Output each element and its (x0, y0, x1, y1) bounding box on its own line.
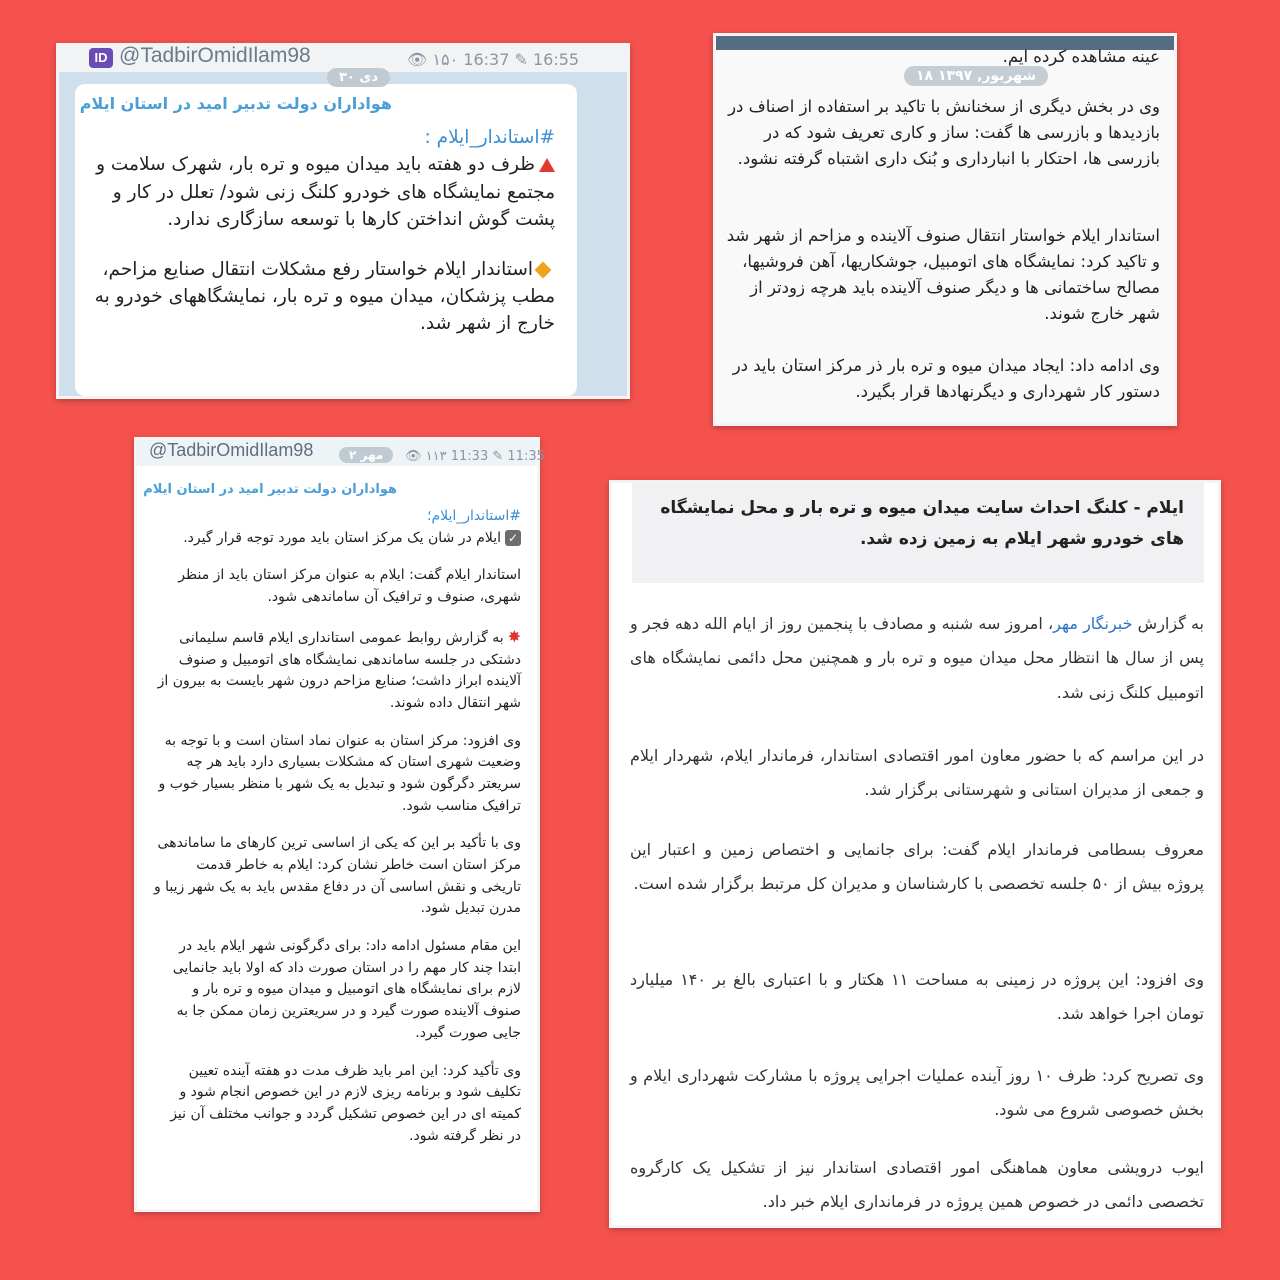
post-meta (405, 449, 545, 464)
message-paragraph-1: ظرف دو هفته باید میدان میوه و تره بار، شهرک سلامت و مجتمع نمایشگاه های خودرو کلنگ زنی شود/ تعلل در کار و پشت گوش انداختن کارها با توسعه سازگاری ندارد. (96, 154, 555, 231)
news-paragraph-3: معروف بسطامی فرماندار ایلام گفت: برای جانمایی و اختصاص زمین و اعتبار این پروژه بیش از ۵۰ جلسه تخصصی با کارشناسان و مدیران کل مرتبط برگزار شده است. (630, 840, 1204, 894)
news-paragraph-5: وی تصریح کرد: ظرف ۱۰ روز آینده عملیات اجرایی پروژه با مشارکت شهرداری ایلام و بخش خصوصی شروع می شود. (630, 1066, 1205, 1120)
hashtag-link[interactable]: #استاندار_ایلام : (424, 127, 555, 148)
anger-symbol-icon: ✸ (507, 626, 521, 646)
message-paragraph-3: ✸به گزارش روابط عمومی استانداری ایلام قاسم سلیمانی دشتکی در جلسه ساماندهی نمایشگاه های اتومبیل و صنوف آلاینده ابراز داشت؛ صنایع مزاحم درون شهر بایست به بیرون از شهر انتقال داده شوند. (157, 626, 521, 711)
channel-handle[interactable]: @TadbirOmidIlam98 (149, 440, 314, 460)
news-article-card-4 (609, 480, 1221, 1228)
message-paragraph-2: استاندار ایلام گفت: ایلام به عنوان مرکز استان باید از منظر شهری، صنوف و ترافیک آن ساماندهی شود. (178, 567, 521, 606)
views-icon: 👁 (405, 449, 422, 464)
channel-name[interactable]: هواداران دولت تدبیر امید در استان ایلام (143, 482, 397, 497)
edit-icon: ✎ (514, 50, 528, 69)
check-mark-icon: ✓ (505, 530, 521, 546)
message-body (89, 124, 555, 338)
message-paragraph-6: این مقام مسئول ادامه داد: برای دگرگونی شهر ایلام باید در ابتدا چند کار مهم را در استان صورت داد که اولا باید جانمایی لازم برای نمایشگاه های اتومبیل و میدان میوه و تره بار و صنوف آلاینده صورت گیرد و در سریعترین زمان ممکن جا به جایی صورت گیرد. (172, 938, 521, 1041)
telegram-post-card-3 (134, 437, 545, 1212)
news-paragraph-6: ایوب درویشی معاون هماهنگی امور اقتصادی استاندار نیز از تشکیل یک کارگروه تخصصی دائمی در خصوص همین پروژه در فرمانداری ایلام خبر داد. (630, 1158, 1204, 1212)
views-icon: 👁 (407, 50, 428, 69)
news-paragraph-1: به گزارش خبرنگار مهر، امروز سه شنبه و مصادف با پنجمین روز از ایام الله دهه فجر و پس از سال ها انتظار محل میدان میوه و تره بار و همچنین محل دائمی نمایشگاه های اتومبیل کلنگ زنی شد. (630, 614, 1205, 702)
red-triangle-icon (539, 158, 555, 172)
time-edited: 11:35 (507, 449, 545, 464)
views-count: ۱۵۰ (432, 50, 459, 69)
date-pill: ۱۸ شهریور, ۱۳۹۷ (904, 66, 1048, 86)
message-paragraph-7: وی تأکید کرد: این امر باید ظرف مدت دو هفته آینده تعیین تکلیف شود و برنامه ریزی لازم در این خصوص انجام شود و کمیته ای در این خصوص تشکیل گردد و جوانب مختلف آن نیز در نظر گرفته شود. (170, 1062, 521, 1144)
article-paragraph-3: وی ادامه داد: ایجاد میدان میوه و تره بار ذر مرکز استان باید در دستور کار شهرداری و دیگرنهادها قرار بگیرد. (732, 356, 1160, 402)
channel-handle[interactable]: @TadbirOmidIlam98 (119, 44, 311, 67)
article-paragraph-2: استاندار ایلام خواستار انتقال صنوف آلاینده و مزاحم از شهر شد و تاکید کرد: نمایشگاه های اتومبیل، جوشکاریها، آهن فروشیها، مصالح ساختمانی ها و دیگر صنوف آلاینده باید هرچه زودتر از شهر خارج شوند. (726, 226, 1160, 324)
news-paragraph-2: در این مراسم که با حضور معاون امور اقتصادی استاندار، فرماندار ایلام، شهردار ایلام و جمعی از مدیران استانی و شهرستانی برگزار شد. (630, 746, 1204, 800)
message-body (153, 506, 521, 1147)
news-article-card-2 (713, 33, 1177, 426)
source-link[interactable]: خبرنگار مهر (1053, 614, 1133, 633)
channel-logo: ID (89, 48, 113, 68)
message-paragraph-5: وی با تأکید بر این که یکی از اساسی ترین کارهای ما ساماندهی مرکز استان است خاطر نشان کرد: ایلام به خاطر قدمت تاریخی و نقش اساسی آن در دفاع مقدس باید به یک شهر زیبا و مدرن تبدیل شود. (153, 835, 521, 917)
views-count: ۱۱۳ (425, 449, 447, 464)
orange-diamond-icon (535, 261, 552, 278)
message-paragraph-1: ✓ایلام در شان یک مرکز استان باید مورد توجه قرار گیرد. (153, 528, 521, 550)
headline: ایلام - کلنگ احداث سایت میدان میوه و تره بار و محل نمایشگاه های خودرو شهر ایلام به زمین زده شد. (660, 498, 1184, 550)
top-fragment: عینه مشاهده کرده ایم. (1002, 47, 1160, 66)
channel-name[interactable]: هواداران دولت تدبیر امید در استان ایلام (79, 94, 392, 113)
date-pill: ۳۰ دی (327, 68, 390, 87)
post-meta (407, 50, 579, 69)
edit-icon: ✎ (492, 449, 504, 464)
time-sent: 11:33 (450, 449, 489, 464)
time-sent: 16:37 (463, 50, 510, 69)
hashtag-link[interactable]: #استاندار_ایلام؛ (427, 508, 521, 524)
headline-box (632, 483, 1204, 583)
news-paragraph-4: وی افزود: این پروژه در زمینی به مساحت ۱۱ هکتار و با اعتباری بالغ بر ۱۴۰ میلیارد تومان اجرا خواهد شد. (630, 970, 1204, 1024)
time-edited: 16:55 (532, 50, 580, 69)
article-paragraph-1: وی در بخش دیگری از سخنانش با تاکید بر استفاده از اصناف در بازدیدها و بازرسی ها گفت: ساز و کاری تعریف شود که در بازرسی ها، احتکار با انبارداری و بُنک داری اشتباه گرفته نشود. (728, 97, 1160, 169)
message-paragraph-2: استاندار ایلام خواستار رفع مشکلات انتقال صنایع مزاحم، مطب پزشکان، میدان میوه و تره بار، نمایشگاههای خودرو به خارج از شهر شد. (94, 258, 555, 335)
telegram-post-card-1 (56, 43, 630, 399)
date-pill: ۲ مهر (339, 447, 393, 463)
message-paragraph-4: وی افزود: مرکز استان به عنوان نماد استان است و با توجه به وضعیت شهری استان که مشکلات بسیاری دارد باید هر چه سریعتر دگرگون شود و تبدیل به یک شهر با منظر بسیار خوب و ترافیک مناسب شود. (158, 732, 521, 814)
